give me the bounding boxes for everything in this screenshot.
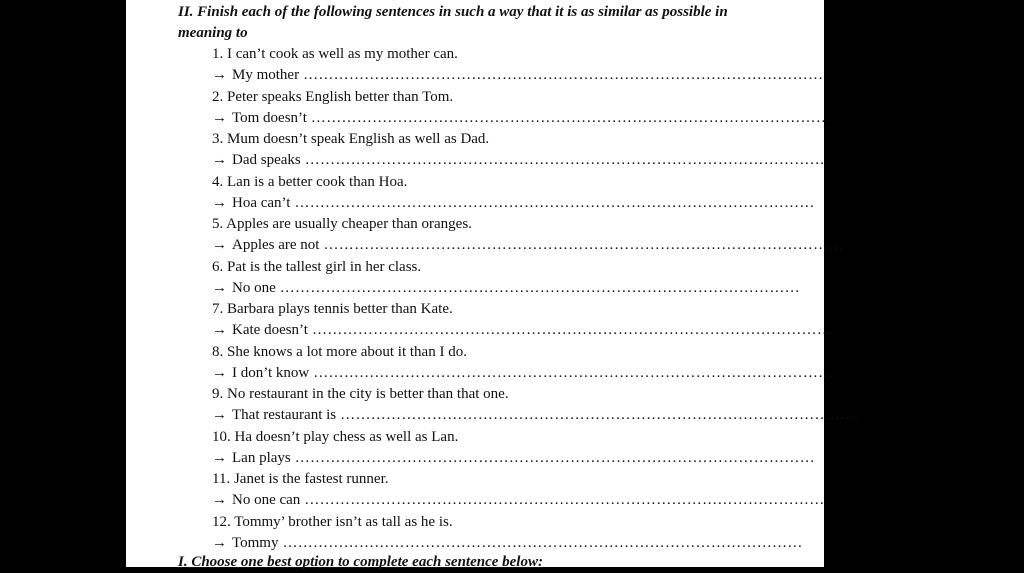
exercise-item bbox=[126, 129, 824, 150]
answer-line bbox=[126, 363, 834, 384]
exercise-sentence: 5. Apples are usually cheaper than oranges. bbox=[212, 216, 472, 232]
answer-prompt: Apples are not bbox=[232, 237, 320, 254]
answer-prompt: No one bbox=[232, 279, 276, 296]
answer-blank[interactable]: ………………………………………………………………………………………… bbox=[279, 279, 800, 296]
exercise-item bbox=[126, 299, 824, 320]
answer-line bbox=[126, 235, 844, 256]
answer-prompt: I don’t know bbox=[232, 364, 310, 381]
answer-prompt: My mother bbox=[232, 67, 300, 84]
answer-line bbox=[126, 193, 824, 214]
answer-line bbox=[126, 490, 824, 511]
answer-blank[interactable]: ………………………………………………………………………………………… bbox=[304, 492, 825, 509]
answer-line bbox=[126, 150, 824, 171]
exercise-item bbox=[126, 87, 824, 108]
answer-blank[interactable]: ………………………………………………………………………………………… bbox=[294, 449, 815, 466]
exercise-sentence: 4. Lan is a better cook than Hoa. bbox=[212, 173, 408, 190]
answer-prompt-group bbox=[212, 235, 844, 256]
answer-prompt-group bbox=[212, 405, 861, 426]
answer-line bbox=[126, 405, 861, 426]
section-heading-line2: meaning to bbox=[178, 25, 248, 41]
answer-prompt: Lan plays bbox=[232, 449, 291, 466]
exercise-sentence: 2. Peter speaks English better than Tom. bbox=[212, 88, 454, 105]
answer-prompt-group bbox=[212, 150, 825, 171]
arrow-icon: → bbox=[212, 237, 227, 254]
answer-blank[interactable]: ………………………………………………………………………………………… bbox=[310, 109, 832, 126]
answer-blank[interactable]: ………………………………………………………………………………………… bbox=[303, 67, 824, 84]
exercise-item bbox=[126, 214, 824, 235]
exercise-item bbox=[126, 172, 824, 193]
answer-prompt: No one can bbox=[232, 492, 301, 509]
exercise-sentence: 12. Tommy’ brother isn’t as tall as he is. bbox=[212, 513, 453, 530]
exercise-item bbox=[126, 44, 824, 65]
answer-prompt: Hoa can’t bbox=[232, 194, 291, 211]
exercise-sentence: 7. Barbara plays tennis better than Kate. bbox=[212, 301, 453, 317]
arrow-icon: → bbox=[212, 279, 227, 296]
arrow-icon: → bbox=[212, 449, 227, 466]
answer-blank[interactable]: ………………………………………………………………………………………… bbox=[294, 194, 815, 211]
exercise-sentence: 9. No restaurant in the city is better than that one. bbox=[212, 386, 509, 402]
next-section-heading: I. Choose one best option to complete each sentence below: bbox=[178, 554, 543, 570]
answer-prompt-group bbox=[212, 193, 815, 214]
exercise-sentence: 8. She knows a lot more about it than I do. bbox=[212, 343, 467, 360]
section-heading-line1: II. Finish each of the following sentences in such a way that it is as similar as possible in bbox=[178, 4, 728, 20]
exercise-sentence: 11. Janet is the fastest runner. bbox=[212, 471, 389, 487]
arrow-icon: → bbox=[212, 322, 227, 339]
exercise-list bbox=[126, 44, 861, 554]
answer-prompt-group bbox=[212, 108, 832, 129]
answer-prompt-group bbox=[212, 65, 824, 86]
exercise-item bbox=[126, 512, 824, 533]
answer-prompt-group bbox=[212, 363, 834, 384]
answer-prompt-group bbox=[212, 533, 803, 554]
answer-prompt-group bbox=[212, 320, 833, 341]
exercise-item bbox=[126, 257, 824, 278]
answer-prompt: Dad speaks bbox=[232, 152, 301, 169]
answer-blank[interactable]: ………………………………………………………………………………………… bbox=[313, 364, 834, 381]
arrow-icon: → bbox=[212, 364, 227, 381]
exercise-item bbox=[126, 342, 824, 363]
answer-prompt: Tom doesn’t bbox=[232, 109, 307, 126]
answer-blank[interactable]: ………………………………………………………………………………………… bbox=[311, 322, 833, 339]
answer-blank[interactable]: ………………………………………………………………………………………… bbox=[304, 152, 825, 169]
answer-line bbox=[126, 278, 824, 299]
answer-line bbox=[126, 65, 824, 86]
arrow-icon: → bbox=[212, 67, 227, 84]
answer-line bbox=[126, 533, 824, 554]
answer-prompt: Tommy bbox=[232, 534, 279, 551]
exercise-sentence: 1. I can’t cook as well as my mother can. bbox=[212, 46, 458, 62]
answer-blank[interactable]: ………………………………………………………………………………………… bbox=[282, 534, 803, 551]
arrow-icon: → bbox=[212, 194, 227, 211]
answer-line bbox=[126, 108, 832, 129]
answer-blank[interactable]: ………………………………………………………………………………………… bbox=[323, 237, 844, 254]
exercise-item bbox=[126, 427, 824, 448]
answer-line bbox=[126, 320, 833, 341]
arrow-icon: → bbox=[212, 109, 227, 126]
answer-prompt-group bbox=[212, 490, 825, 511]
answer-prompt-group bbox=[212, 448, 815, 469]
answer-prompt: That restaurant is bbox=[232, 407, 337, 424]
arrow-icon: → bbox=[212, 534, 227, 551]
exercise-item bbox=[126, 469, 824, 490]
arrow-icon: → bbox=[212, 492, 227, 509]
arrow-icon: → bbox=[212, 152, 227, 169]
exercise-sentence: 6. Pat is the tallest girl in her class. bbox=[212, 258, 422, 275]
exercise-sentence: 10. Ha doesn’t play chess as well as Lan. bbox=[212, 428, 459, 445]
answer-prompt: Kate doesn’t bbox=[232, 322, 308, 339]
arrow-icon: → bbox=[212, 407, 227, 424]
exercise-item bbox=[126, 384, 824, 405]
exercise-sentence: 3. Mum doesn’t speak English as well as Dad. bbox=[212, 131, 490, 147]
answer-line bbox=[126, 448, 824, 469]
answer-prompt-group bbox=[212, 278, 800, 299]
answer-blank[interactable]: ………………………………………………………………………………………… bbox=[340, 407, 861, 424]
document-page bbox=[126, 0, 861, 570]
